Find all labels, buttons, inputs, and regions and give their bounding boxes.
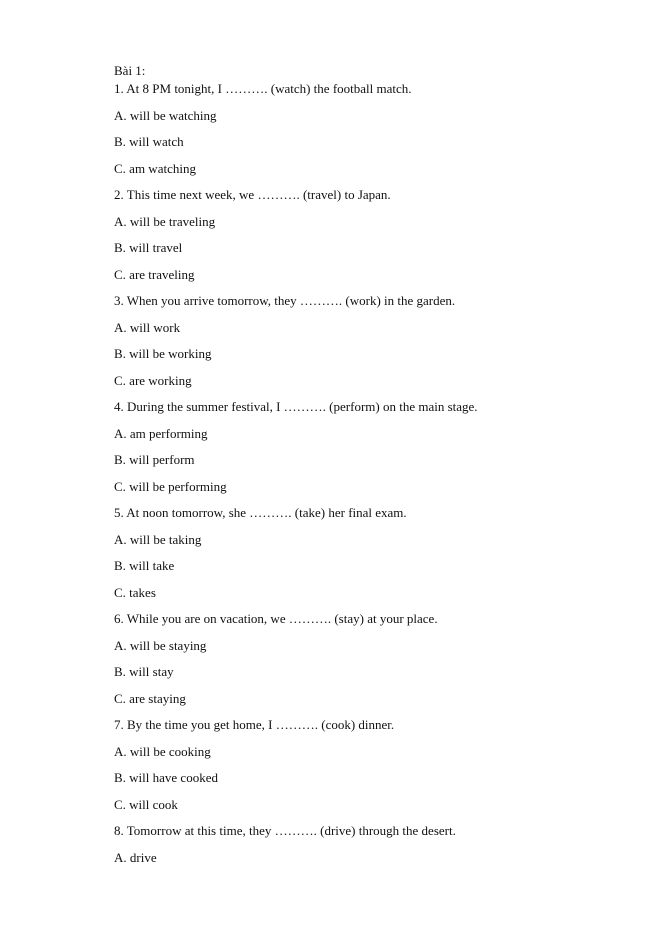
question-7-option-c: C. will cook <box>114 796 178 812</box>
question-2-option-b: B. will travel <box>114 240 183 255</box>
question-1: 1. At 8 PM tonight, I ………. (watch) the football match. <box>114 81 412 96</box>
question-1-option-c: C. am watching <box>114 160 196 176</box>
exercise-title: Bài 1: <box>114 63 146 78</box>
question-4-option-a: A. am performing <box>114 425 208 441</box>
question-8-option-a: A. drive <box>114 849 157 865</box>
question-7-option-a: A. will be cooking <box>114 743 211 759</box>
question-2-option-a: A. will be traveling <box>114 213 216 229</box>
question-8: 8. Tomorrow at this time, they ………. (drive) through the desert. <box>114 823 456 838</box>
question-2-option-c: C. are traveling <box>114 266 195 282</box>
question-4-option-c: C. will be performing <box>114 478 227 494</box>
question-5-option-c: C. takes <box>114 584 156 600</box>
question-5-option-a: A. will be taking <box>114 531 202 547</box>
question-6: 6. While you are on vacation, we ………. (stay) at your place. <box>114 611 438 626</box>
question-4: 4. During the summer festival, I ………. (perform) on the main stage. <box>114 399 478 414</box>
question-1-option-a: A. will be watching <box>114 107 217 123</box>
question-2: 2. This time next week, we ………. (travel) to Japan. <box>114 187 391 202</box>
question-3-option-a: A. will work <box>114 319 181 335</box>
question-7-option-b: B. will have cooked <box>114 770 218 785</box>
question-5-option-b: B. will take <box>114 558 175 573</box>
exercise-content <box>114 63 614 866</box>
question-7: 7. By the time you get home, I ………. (cook) dinner. <box>114 717 395 732</box>
question-4-option-b: B. will perform <box>114 452 195 467</box>
question-3: 3. When you arrive tomorrow, they ………. (work) in the garden. <box>114 293 456 308</box>
question-1-option-b: B. will watch <box>114 134 184 149</box>
question-3-option-c: C. are working <box>114 372 192 388</box>
question-3-option-b: B. will be working <box>114 346 212 361</box>
question-6-option-a: A. will be staying <box>114 637 207 653</box>
question-6-option-c: C. are staying <box>114 690 186 706</box>
question-5: 5. At noon tomorrow, she ………. (take) her final exam. <box>114 505 407 520</box>
question-6-option-b: B. will stay <box>114 664 174 679</box>
